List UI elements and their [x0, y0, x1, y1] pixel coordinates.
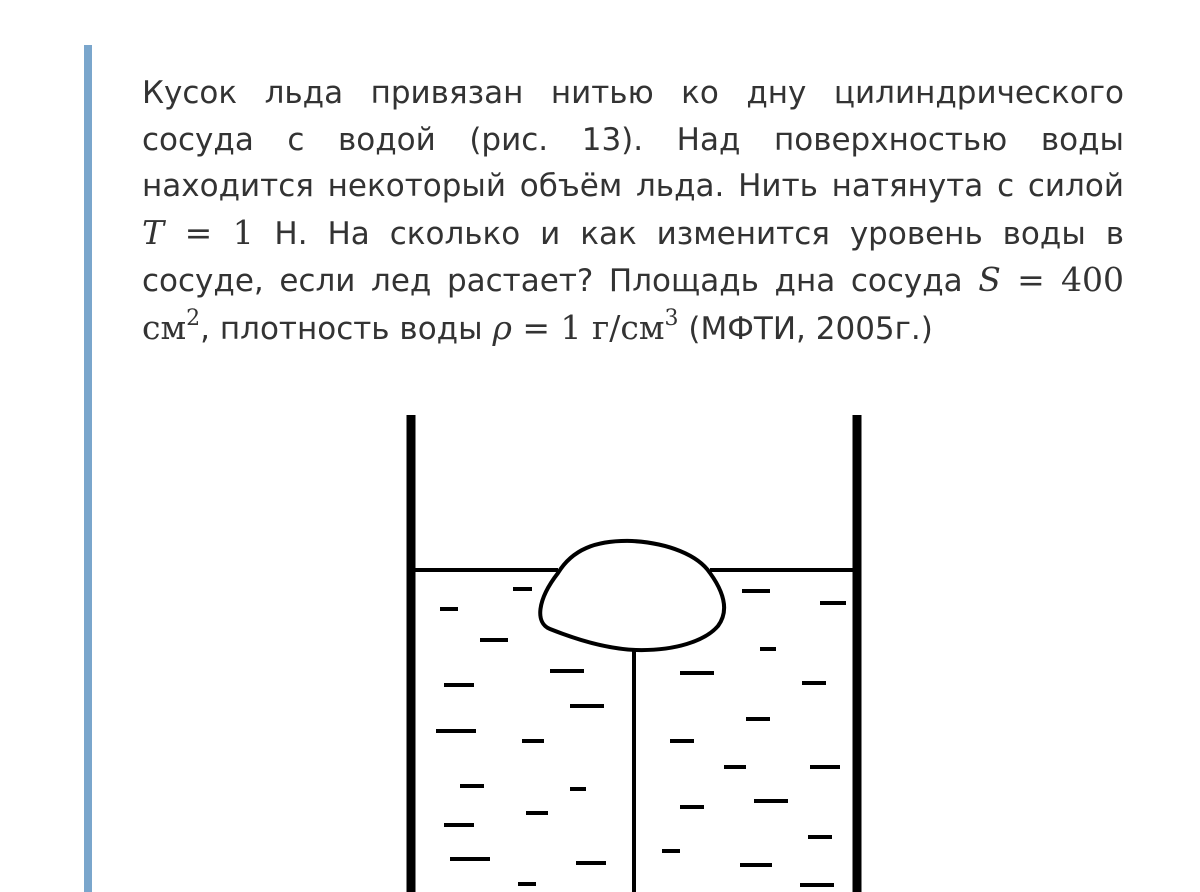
- water-dashes: [436, 589, 846, 885]
- quote-accent-bar: [84, 45, 92, 892]
- problem-text-part-4: (МФТИ, 2005г.): [678, 310, 933, 347]
- problem-text-part-1: Кусок льда привязан нитью ко дну цилиндрического сосуда с водой (рис. 13). Над поверхностью воды находится некоторый объём льда. Нить натянута с силой: [142, 75, 1124, 204]
- area-symbol: S: [978, 260, 1001, 299]
- density-equation: = 1 г/см: [511, 307, 665, 347]
- problem-text-part-2: . На сколько и как изменится уровень воды в сосуде, если лед растает? Площадь дна сосуда: [142, 215, 1124, 299]
- density-symbol: ρ: [492, 307, 512, 347]
- area-exponent: 2: [186, 305, 201, 331]
- force-unit: Н: [274, 215, 298, 252]
- force-symbol: T: [142, 212, 165, 252]
- density-exponent: 3: [664, 305, 679, 331]
- area-equation: = 400 см: [142, 260, 1124, 347]
- problem-statement: [142, 70, 1124, 352]
- vessel-figure: [380, 405, 880, 892]
- ice-chunk: [540, 541, 724, 650]
- force-equation: = 1: [164, 212, 275, 252]
- problem-text-part-3: , плотность воды: [200, 310, 493, 347]
